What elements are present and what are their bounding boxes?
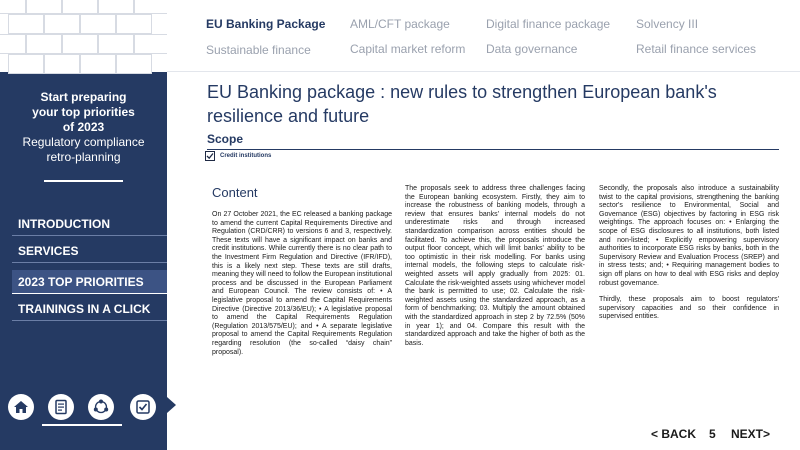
grid-cell <box>116 54 152 74</box>
content-paragraph: Secondly, the proposals also introduce a sustainability twist to the capital provisions, strengthening the banking sector's resilience to Environmental, Social and Governance (ESG) objectives by factoring in ESG risk weightings. The approach focuses on: • Enlarging the scope of ESG disclosures to all institutions, both listed and non-listed; • Explicitly empowering supervisory authorities to incorporate ESG risks by banks, both in the Supervisory Review and Evaluation Process (SREP) and in stress tests; and; • Requiring management bodies to sign off plans on how to deal with ESG risks and deploy robust governance. <box>599 185 779 287</box>
grid-cell <box>62 34 98 54</box>
grid-cell <box>26 0 62 14</box>
document-list-button[interactable] <box>48 394 74 420</box>
grid-cell <box>26 34 62 54</box>
home-icon <box>13 399 29 415</box>
grid-cell <box>98 34 134 54</box>
sidebar-header-grid <box>0 0 167 72</box>
grid-cell <box>80 54 116 74</box>
checklist-button[interactable] <box>130 394 156 420</box>
tab-sustainable-finance[interactable]: Sustainable finance <box>206 43 311 57</box>
grid-cell <box>116 14 152 34</box>
sidebar-collapse-arrow[interactable] <box>167 397 176 413</box>
category-tabs <box>167 0 800 72</box>
checklist-icon <box>135 399 151 415</box>
tab-data-governance[interactable]: Data governance <box>486 42 578 56</box>
grid-cell <box>44 14 80 34</box>
next-button[interactable]: NEXT> <box>731 427 771 441</box>
icon-bar-divider <box>42 424 122 426</box>
content-paragraph: On 27 October 2021, the EC released a banking package to amend the current Capital Requirements Directive and Regulation (CRD/CRR) to versions 6 and 3, respectively. These texts will have a significant impact on banks and credit institutions. While currently there is no clear path to the Investment Firm Regulation and Directive (IFR/IFD), this is a likely next step. These texts are still drafts, meaning they will need to follow the European institutional process and be discussed in the European Parliament and European Council. The review consists of: • A legislative proposal to amend the Capital Requirements Directive (Directive 2013/36/EU); • A legislative proposal to amend the Capital Requirements Regulation (Regulation 2013/575/EU); and • A separate legislative proposal to amend the Capital Requirements Regulation regarding resolution (the so-called “daisy chain” proposal). <box>212 211 392 356</box>
promo-line: your top priorities <box>32 105 135 119</box>
home-button[interactable] <box>8 394 34 420</box>
tab-eu-banking-package[interactable]: EU Banking Package <box>206 17 326 31</box>
grid-cell <box>98 0 134 14</box>
content-column-2 <box>405 185 585 356</box>
tab-capital-market-reform[interactable]: Capital market reform <box>350 42 466 56</box>
sidebar <box>0 0 167 450</box>
content-paragraph: Thirdly, these proposals aim to boost regulators' supervisory capacities and so their confidence in supervised entities. <box>599 296 779 321</box>
page-title: EU Banking package : new rules to strengthen European bank's resilience and future <box>207 82 717 126</box>
back-button[interactable]: < BACK <box>651 427 697 441</box>
checkmark-icon <box>206 152 214 160</box>
scope-checkbox-row <box>205 151 271 161</box>
nav-item-introduction[interactable]: INTRODUCTION <box>12 212 167 236</box>
content-column-1 <box>212 211 392 365</box>
document-list-icon <box>53 399 69 415</box>
grid-cell <box>8 14 44 34</box>
grid-cell <box>0 0 26 14</box>
grid-cell <box>8 54 44 74</box>
credit-institutions-label: Credit institutions <box>220 153 272 159</box>
people-network-icon <box>93 399 109 415</box>
promo-text <box>8 90 159 165</box>
nav-item-services[interactable]: SERVICES <box>12 239 167 263</box>
grid-cell <box>62 0 98 14</box>
tab-digital-finance-package[interactable]: Digital finance package <box>486 17 611 31</box>
tab-solvency-iii[interactable]: Solvency III <box>636 17 699 31</box>
grid-cell <box>134 34 170 54</box>
promo-divider <box>44 180 123 182</box>
promo-line: Start preparing <box>40 90 127 104</box>
page-number: 5 <box>709 427 716 441</box>
promo-line: Regulatory compliance <box>22 135 145 149</box>
icon-bar <box>0 390 167 424</box>
tab-retail-finance-services[interactable]: Retail finance services <box>636 42 757 56</box>
content-paragraph: The proposals seek to address three challenges facing the European banking ecosystem. Firstly, they aim to increase the robustness of banking models, through a review that ensures banks' internal models do not underestimate risks and through increased standardization comparison across entities should be facilitated. To achieve this, the proposals introduce the output floor concept, which will limit banks' ability to be too optimistic in their risk modelling. For banks using internal models, the following steps to calculate risk-weighted assets will apply gradually from 2025: 01. Calculate the risk-weighted assets using whichever model the bank is permitted to use; 02. Calculate the risk-weighted assets using the standardized approach, as a form of benchmarking; 03. Multiply the amount obtained with the standardized approach in step 2 by 72.5% (50% in year 1); and 04. Compare this result with the standardized approach and take the higher of both as the basis. <box>405 185 585 347</box>
nav-item-top-priorities[interactable]: 2023 TOP PRIORITIES <box>12 270 167 294</box>
scope-heading: Scope <box>207 132 244 146</box>
grid-cell <box>0 34 26 54</box>
content-heading: Content <box>212 185 258 200</box>
grid-cell <box>80 14 116 34</box>
grid-cell <box>44 54 80 74</box>
tab-aml-cft-package[interactable]: AML/CFT package <box>350 17 450 31</box>
nav-item-trainings[interactable]: TRAININGS IN A CLICK <box>12 297 167 321</box>
content-column-3 <box>599 185 779 330</box>
promo-line: of 2023 <box>62 120 105 134</box>
people-network-button[interactable] <box>88 394 114 420</box>
promo-line: retro-planning <box>46 150 121 164</box>
grid-cell <box>134 0 170 14</box>
credit-institutions-checkbox[interactable] <box>205 151 215 161</box>
scope-divider <box>207 149 779 150</box>
